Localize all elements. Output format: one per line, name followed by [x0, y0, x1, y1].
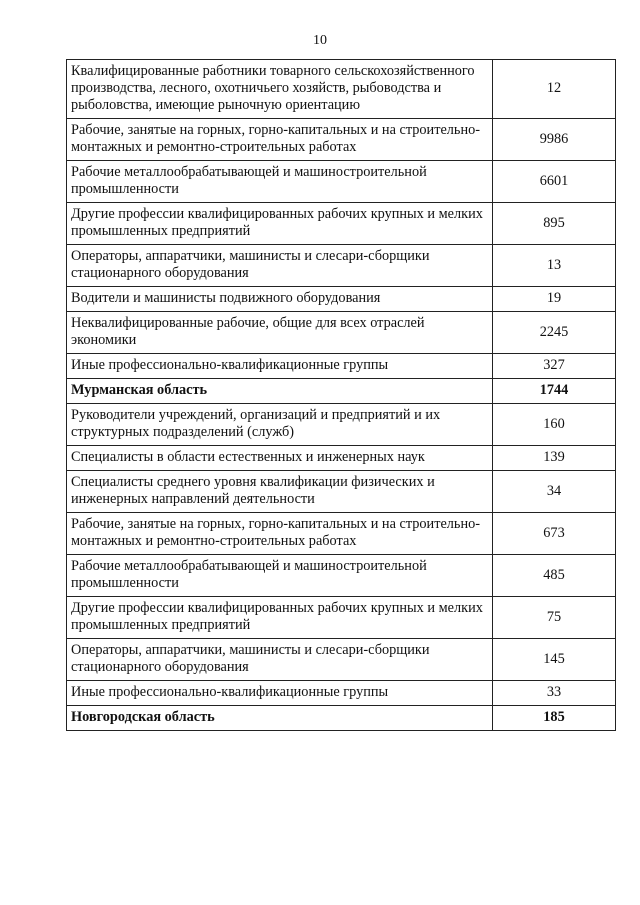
occupation-group-cell: Другие профессии квалифицированных рабочих крупных и мелких промышленных предприятий [67, 597, 493, 639]
table-row [67, 681, 616, 706]
table-row [67, 513, 616, 555]
count-cell: 485 [493, 555, 616, 597]
occupation-group-cell: Рабочие, занятые на горных, горно-капитальных и на строительно-монтажных и ремонтно-строительных работах [67, 119, 493, 161]
occupation-group-cell: Специалисты в области естественных и инженерных наук [67, 446, 493, 471]
occupation-group-cell: Рабочие металлообрабатывающей и машиностроительной промышленности [67, 161, 493, 203]
count-cell: 34 [493, 471, 616, 513]
occupation-group-cell: Рабочие металлообрабатывающей и машиностроительной промышленности [67, 555, 493, 597]
occupation-group-cell: Рабочие, занятые на горных, горно-капитальных и на строительно-монтажных и ремонтно-строительных работах [67, 513, 493, 555]
occupation-group-cell: Иные профессионально-квалификационные группы [67, 681, 493, 706]
count-cell: 12 [493, 60, 616, 119]
occupation-group-cell: Другие профессии квалифицированных рабочих крупных и мелких промышленных предприятий [67, 203, 493, 245]
occupation-group-cell: Квалифицированные работники товарного сельскохозяйственного производства, лесного, охотничьего хозяйств, рыбоводства и рыболовства, имеющие рыночную ориентацию [67, 60, 493, 119]
count-cell: 19 [493, 287, 616, 312]
table-body [67, 60, 616, 731]
table-row [67, 404, 616, 446]
count-cell: 2245 [493, 312, 616, 354]
region-total-row [67, 379, 616, 404]
region-total-row [67, 706, 616, 731]
count-cell: 6601 [493, 161, 616, 203]
count-cell: 673 [493, 513, 616, 555]
occupation-group-cell: Иные профессионально-квалификационные группы [67, 354, 493, 379]
count-cell: 160 [493, 404, 616, 446]
table-row [67, 312, 616, 354]
count-cell: 75 [493, 597, 616, 639]
table-row [67, 446, 616, 471]
occupation-table [66, 59, 616, 731]
occupation-group-cell: Специалисты среднего уровня квалификации физических и инженерных направлений деятельности [67, 471, 493, 513]
count-cell: 13 [493, 245, 616, 287]
count-cell: 9986 [493, 119, 616, 161]
table-row [67, 287, 616, 312]
page-number: 10 [313, 33, 327, 48]
occupation-group-cell: Руководители учреждений, организаций и предприятий и их структурных подразделений (служб) [67, 404, 493, 446]
table-row [67, 555, 616, 597]
occupation-group-cell: Операторы, аппаратчики, машинисты и слесари-сборщики стационарного оборудования [67, 639, 493, 681]
count-cell: 895 [493, 203, 616, 245]
count-cell: 145 [493, 639, 616, 681]
count-cell: 33 [493, 681, 616, 706]
region-total-value-cell: 185 [493, 706, 616, 731]
count-cell: 139 [493, 446, 616, 471]
table-row [67, 60, 616, 119]
table-row [67, 471, 616, 513]
occupation-group-cell: Операторы, аппаратчики, машинисты и слесари-сборщики стационарного оборудования [67, 245, 493, 287]
region-name-cell: Новгородская область [67, 706, 493, 731]
table-row [67, 245, 616, 287]
table-row [67, 639, 616, 681]
region-name-cell: Мурманская область [67, 379, 493, 404]
table-row [67, 161, 616, 203]
count-cell: 327 [493, 354, 616, 379]
table-row [67, 203, 616, 245]
occupation-group-cell: Водители и машинисты подвижного оборудования [67, 287, 493, 312]
table-row [67, 354, 616, 379]
region-total-value-cell: 1744 [493, 379, 616, 404]
table-row [67, 597, 616, 639]
table-row [67, 119, 616, 161]
occupation-group-cell: Неквалифицированные рабочие, общие для всех отраслей экономики [67, 312, 493, 354]
